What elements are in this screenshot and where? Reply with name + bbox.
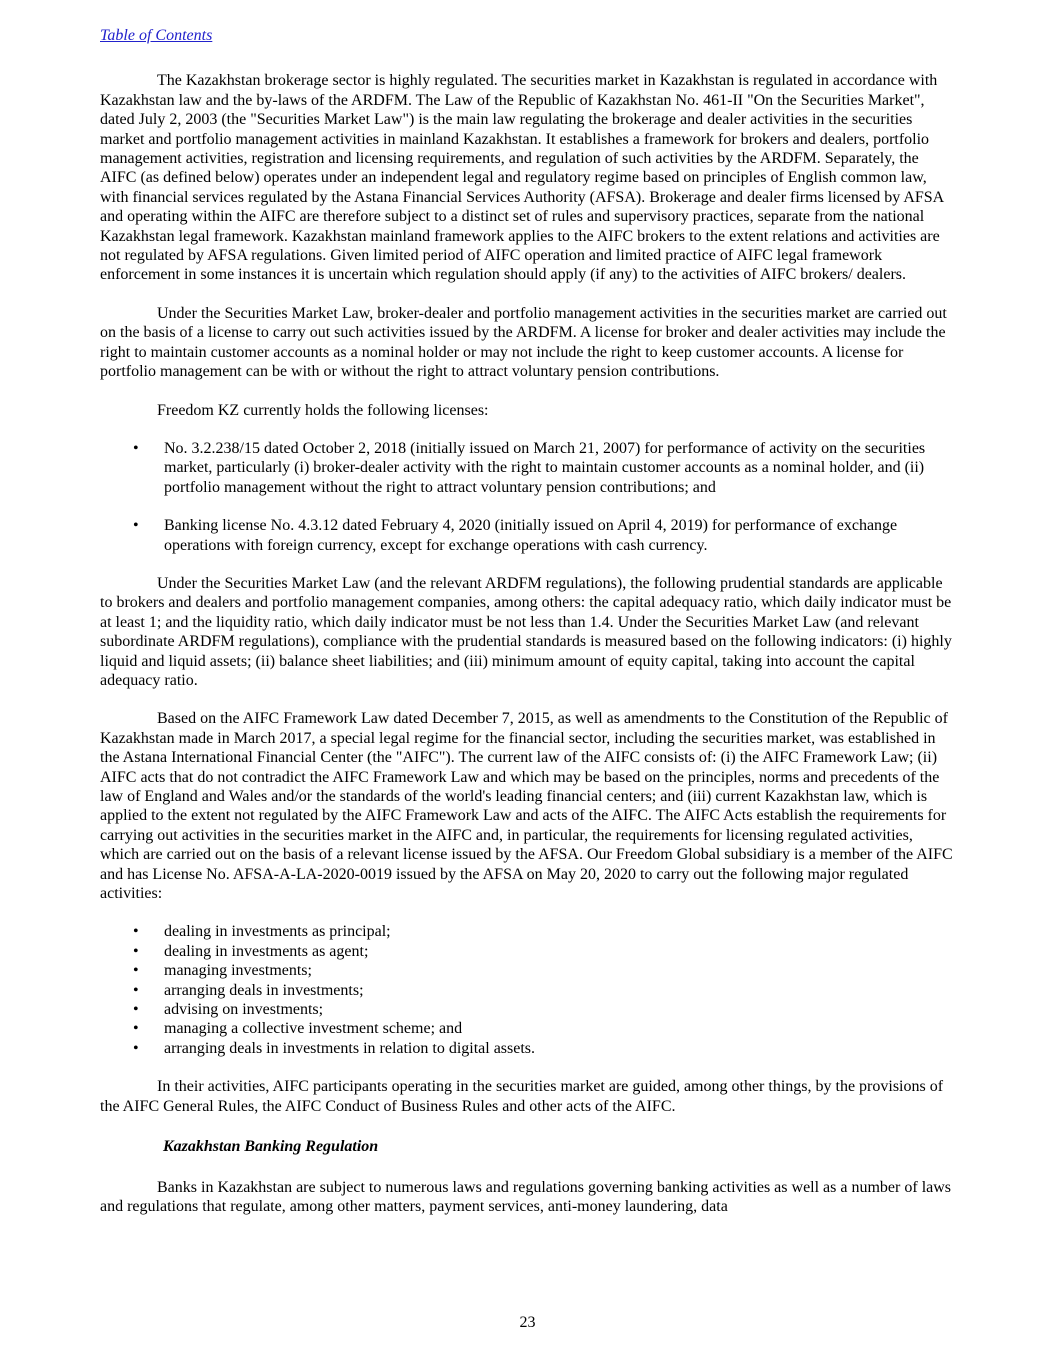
paragraph-aifc-framework: Based on the AIFC Framework Law dated December 7, 2015, as well as amendments to the Constitution of the Republic of Kazakhstan made in March 2017, a special legal regime for the financial sector, including the securities market, was established in the Astana International Financial Center (the "AIFC"). The current law of the AIFC consists of: (i) the AIFC Framework Law; (ii) AIFC acts that do not contradict the AIFC Framework Law and which may be based on the principles, norms and precedents of the law of England and Wales and/or the standards of the world's leading financial centers; and (iii) current Kazakhstan law, which is applied to the extent not regulated by the AIFC Framework Law and acts of the AIFC. The AIFC Acts establish the requirements for carrying out activities in the securities market in the AIFC and, in particular, the requirements for licensing regulated activities, which are carried out on the basis of a relevant license issued by the AFSA. Our Freedom Global subsidiary is a member of the AIFC and has License No. AFSA-A-LA-2020-0019 issued by the AFSA on May 20, 2020 to carry out the following major regulated activities:: [100, 710, 953, 903]
list-item: [100, 981, 955, 1000]
page-number: 23: [519, 1313, 536, 1331]
list-item: [100, 961, 955, 980]
table-of-contents-link[interactable]: Table of Contents: [100, 27, 213, 44]
bullet-icon: •: [133, 942, 139, 960]
list-item: [100, 1039, 955, 1058]
bullet-icon: •: [133, 981, 139, 999]
paragraph-broker-dealer-license: Under the Securities Market Law, broker-dealer and portfolio management activities in the securities market are carried out on the basis of a license to carry out such activities issued by the ARDFM. A license for broker and dealer activities may include the right to maintain customer accounts as a nominal holder or may not include the right to keep customer accounts. A license for portfolio management can be with or without the right to attract voluntary pension contributions.: [100, 304, 947, 381]
list-item-text: Banking license No. 4.3.12 dated February 4, 2020 (initially issued on April 4, 2019) for performance of exchange operations with foreign currency, except for exchange operations with cash currency.: [164, 517, 898, 554]
list-item-text: managing investments;: [164, 962, 312, 980]
paragraph-brokerage-sector: The Kazakhstan brokerage sector is highly regulated. The securities market in Kazakhstan is regulated in accordance with Kazakhstan law and the by-laws of the ARDFM. The Law of the Republic of Kazakhstan No. 461-II "On the Securities Market", dated July 2, 2003 (the "Securities Market Law") is the main law regulating the brokerage and dealer activities in the securities market and portfolio management activities in mainland Kazakhstan. It establishes a framework for brokers and dealers, portfolio management activities, registration and licensing requirements, and regulation of such activities by the ARDFM. Separately, the AIFC (as defined below) operates under an independent legal and regulatory regime based on principles of English common law, with financial services regulated by the Astana Financial Services Authority (AFSA). Brokerage and dealer firms licensed by AFSA and operating within the AIFC are therefore subject to a distinct set of rules and supervisory practices, separate from the national Kazakhstan legal framework. Kazakhstan mainland framework applies to the AIFC brokers to the extent relations and activities are not regulated by AFSA regulations. Given limited period of AIFC operation and limited practice of AIFC legal framework enforcement in some instances it is uncertain which regulation should apply (if any) to the activities of AIFC brokers/ dealers.: [100, 72, 944, 284]
list-item-text: dealing in investments as principal;: [164, 923, 391, 941]
paragraph-freedom-kz-licenses-intro: Freedom KZ currently holds the following licenses:: [157, 401, 489, 419]
bullet-icon: •: [133, 923, 139, 941]
paragraph-aifc-participants: In their activities, AIFC participants operating in the securities market are guided, among other things, by the provisions of the AIFC General Rules, the AIFC Conduct of Business Rules and other acts of the AIFC.: [100, 1078, 944, 1115]
list-item-text: advising on investments;: [164, 1001, 324, 1019]
bullet-icon: •: [133, 1020, 139, 1038]
list-item-text: No. 3.2.238/15 dated October 2, 2018 (initially issued on March 21, 2007) for performance of activity on the securities market, particularly (i) broker-dealer activity with the right to maintain customer accounts as a nominal holder, and (ii) portfolio management without the right to attract voluntary pension contributions; and: [164, 439, 926, 496]
list-item: [100, 942, 955, 961]
section-heading-kazakhstan-banking-regulation: Kazakhstan Banking Regulation: [163, 1138, 379, 1156]
bullet-icon: •: [133, 517, 139, 535]
list-item: [100, 516, 955, 555]
list-item-text: arranging deals in investments in relation to digital assets.: [164, 1039, 536, 1057]
bullet-icon: •: [133, 1001, 139, 1019]
list-item-text: arranging deals in investments;: [164, 981, 364, 999]
list-item: [100, 439, 955, 497]
list-item: [100, 1019, 955, 1038]
licenses-list: [100, 439, 955, 555]
list-item: [100, 1000, 955, 1019]
list-item: [100, 922, 955, 941]
regulated-activities-list: [100, 922, 955, 1058]
list-item-text: managing a collective investment scheme; and: [164, 1020, 463, 1038]
list-item-text: dealing in investments as agent;: [164, 942, 369, 960]
bullet-icon: •: [133, 962, 139, 980]
paragraph-prudential-standards: Under the Securities Market Law (and the relevant ARDFM regulations), the following prudential standards are applicable to brokers and dealers and portfolio management companies, among others: the capital adequacy ratio, which daily indicator must be at least 1; and the liquidity ratio, which daily indicator must be not less than 1.4. Under the Securities Market Law (and relevant subordinate ARDFM regulations), compliance with the prudential standards is measured based on the following indicators: (i) highly liquid and liquid assets; (ii) balance sheet liabilities; and (iii) minimum amount of equity capital, taking into account the capital adequacy ratio.: [100, 574, 952, 689]
bullet-icon: •: [133, 439, 139, 457]
bullet-icon: •: [133, 1039, 139, 1057]
paragraph-banks-subject: Banks in Kazakhstan are subject to numerous laws and regulations governing banking activities as well as a number of laws and regulations that regulate, among other matters, payment services, anti-money laundering, data: [100, 1178, 952, 1215]
